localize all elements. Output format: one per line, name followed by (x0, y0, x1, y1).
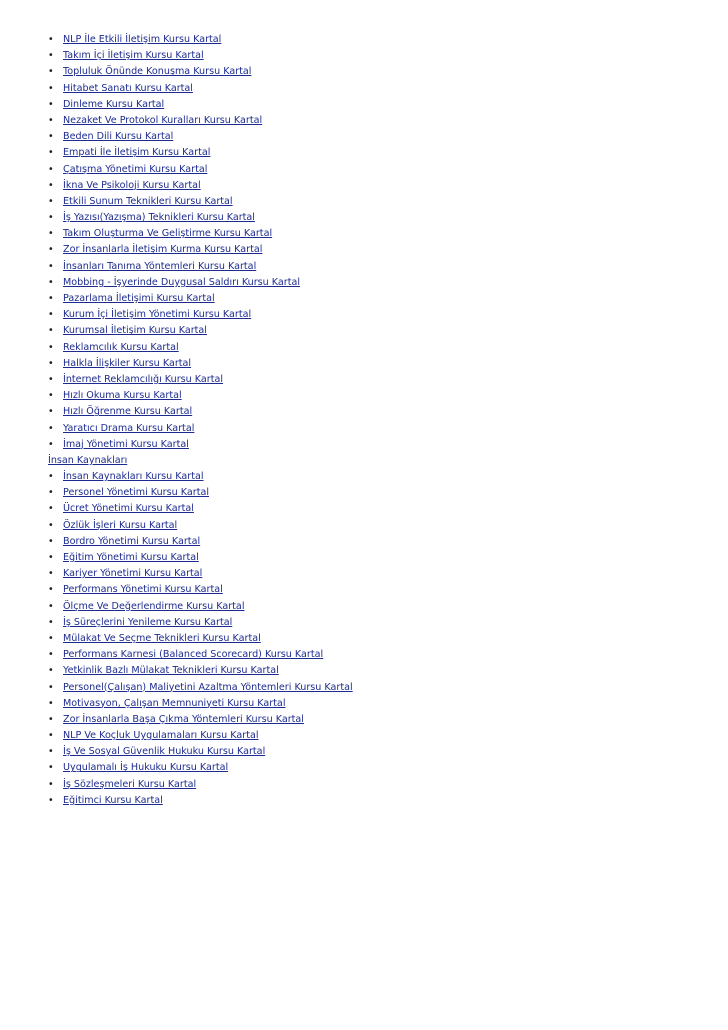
bullet-icon: • (48, 114, 54, 126)
course-link[interactable]: Takım Oluşturma Ve Geliştirme Kursu Kartal (63, 228, 273, 240)
section-heading-link[interactable]: İnsan Kaynakları (48, 454, 128, 466)
course-link[interactable]: Pazarlama İletişimi Kursu Kartal (63, 293, 215, 304)
list-item (48, 226, 688, 242)
course-link[interactable]: Özlük İşleri Kursu Kartal (63, 519, 178, 531)
bullet-icon: • (48, 665, 54, 677)
bullet-icon: • (48, 309, 54, 321)
list-item (48, 162, 688, 178)
course-link[interactable]: Personel(Çalışan) Maliyetini Azaltma Yöntemleri Kursu Kartal (63, 681, 353, 693)
course-link[interactable]: İş Süreçlerini Yenileme Kursu Kartal (63, 616, 233, 628)
list-item (48, 145, 688, 161)
list-item (48, 599, 688, 615)
course-link[interactable]: Beden Dili Kursu Kartal (63, 131, 174, 143)
course-link[interactable]: Uygulamalı İş Hukuku Kursu Kartal (63, 762, 229, 774)
bullet-icon: • (48, 50, 54, 62)
bullet-icon: • (48, 794, 54, 806)
bullet-icon: • (48, 147, 54, 159)
course-link[interactable]: Kurum İçi İletişim Yönetimi Kursu Kartal (63, 309, 252, 321)
list-item (48, 194, 688, 210)
list-item (48, 64, 688, 80)
bullet-icon: • (48, 131, 54, 143)
bullet-icon: • (48, 713, 54, 725)
bullet-icon: • (48, 373, 54, 385)
list-item (48, 712, 688, 728)
bullet-icon: • (48, 228, 54, 240)
bullet-icon: • (48, 34, 54, 45)
course-link[interactable]: Dinleme Kursu Kartal (63, 98, 165, 110)
list-item (48, 744, 688, 760)
course-link[interactable]: Personel Yönetimi Kursu Kartal (63, 487, 209, 499)
bullet-icon: • (48, 341, 54, 353)
course-link[interactable]: Empati İle İletişim Kursu Kartal (63, 147, 211, 159)
bullet-icon: • (48, 584, 54, 596)
list-item (48, 501, 688, 517)
hr-course-list (48, 469, 688, 809)
bullet-icon: • (48, 762, 54, 774)
course-link[interactable]: Zor İnsanlarla İletişim Kurma Kursu Kartal (63, 244, 263, 256)
course-link[interactable]: Yetkinlik Bazlı Mülakat Teknikleri Kursu Kartal (63, 665, 279, 677)
list-item (48, 356, 688, 372)
list-item (48, 793, 688, 809)
bullet-icon: • (48, 616, 54, 628)
list-item (48, 372, 688, 388)
list-item (48, 437, 688, 453)
course-link[interactable]: Mobbing - İşyerinde Duygusal Saldırı Kursu Kartal (63, 276, 301, 288)
bullet-icon: • (48, 66, 54, 78)
course-link[interactable]: İnternet Reklamcılığı Kursu Kartal (63, 373, 224, 385)
page-content (48, 32, 688, 809)
list-item (48, 210, 688, 226)
list-item (48, 421, 688, 437)
course-link[interactable]: İş Sözleşmeleri Kursu Kartal (63, 778, 197, 790)
course-link[interactable]: Performans Yönetimi Kursu Kartal (63, 584, 223, 596)
bullet-icon: • (48, 163, 54, 175)
list-item (48, 178, 688, 194)
list-item (48, 97, 688, 113)
course-link[interactable]: Ölçme Ve Değerlendirme Kursu Kartal (63, 600, 245, 612)
bullet-icon: • (48, 212, 54, 224)
list-item (48, 631, 688, 647)
bullet-icon: • (48, 632, 54, 644)
list-item (48, 32, 688, 48)
bullet-icon: • (48, 260, 54, 272)
bullet-icon: • (48, 98, 54, 110)
communication-course-list (48, 32, 688, 453)
bullet-icon: • (48, 438, 54, 450)
course-link[interactable]: Çatışma Yönetimi Kursu Kartal (63, 163, 208, 175)
course-link[interactable]: Ücret Yönetimi Kursu Kartal (63, 503, 194, 515)
bullet-icon: • (48, 325, 54, 337)
bullet-icon: • (48, 681, 54, 693)
course-link[interactable]: Zor İnsanlarla Başa Çıkma Yöntemleri Kursu Kartal (63, 713, 304, 725)
course-link[interactable]: Takım İçi İletişim Kursu Kartal (63, 50, 204, 62)
list-item (48, 518, 688, 534)
bullet-icon: • (48, 179, 54, 191)
course-link[interactable]: Eğitimci Kursu Kartal (63, 794, 163, 806)
bullet-icon: • (48, 390, 54, 402)
course-link[interactable]: Topluluk Önünde Konuşma Kursu Kartal (63, 66, 252, 78)
list-item (48, 485, 688, 501)
list-item (48, 307, 688, 323)
bullet-icon: • (48, 82, 54, 94)
course-link[interactable]: Nezaket Ve Protokol Kuralları Kursu Kartal (63, 114, 263, 126)
bullet-icon: • (48, 293, 54, 304)
bullet-icon: • (48, 276, 54, 288)
bullet-icon: • (48, 244, 54, 256)
course-link[interactable]: Hitabet Sanatı Kursu Kartal (63, 82, 193, 94)
list-item (48, 680, 688, 696)
bullet-icon: • (48, 535, 54, 547)
list-item (48, 388, 688, 404)
list-item (48, 275, 688, 291)
bullet-icon: • (48, 357, 54, 369)
bullet-icon: • (48, 568, 54, 580)
course-link[interactable]: NLP İle Etkili İletişim Kursu Kartal (63, 34, 222, 45)
list-item (48, 291, 688, 307)
bullet-icon: • (48, 487, 54, 499)
bullet-icon: • (48, 471, 54, 483)
list-item (48, 582, 688, 598)
list-item (48, 48, 688, 64)
bullet-icon: • (48, 422, 54, 434)
course-link[interactable]: Etkili Sunum Teknikleri Kursu Kartal (63, 195, 233, 207)
course-link[interactable]: İnsanları Tanıma Yöntemleri Kursu Kartal (63, 260, 257, 272)
course-link[interactable]: İmaj Yönetimi Kursu Kartal (63, 438, 189, 450)
list-item (48, 469, 688, 485)
list-item (48, 566, 688, 582)
list-item (48, 696, 688, 712)
course-link[interactable]: Performans Karnesi (Balanced Scorecard) Kursu Kartal (63, 649, 324, 661)
list-item (48, 404, 688, 420)
list-item (48, 259, 688, 275)
bullet-icon: • (48, 778, 54, 790)
list-item (48, 113, 688, 129)
list-item (48, 129, 688, 145)
course-link[interactable]: NLP Ve Koçluk Uygulamaları Kursu Kartal (63, 730, 259, 742)
course-link[interactable]: Reklamcılık Kursu Kartal (63, 341, 179, 353)
list-item (48, 647, 688, 663)
list-item (48, 760, 688, 776)
course-link[interactable]: Eğitim Yönetimi Kursu Kartal (63, 552, 199, 563)
course-link[interactable]: Yaratıcı Drama Kursu Kartal (63, 422, 195, 434)
course-link[interactable]: Hızlı Okuma Kursu Kartal (63, 390, 182, 402)
bullet-icon: • (48, 649, 54, 661)
course-link[interactable]: İnsan Kaynakları Kursu Kartal (63, 471, 204, 483)
course-link[interactable]: Kariyer Yönetimi Kursu Kartal (63, 568, 203, 580)
bullet-icon: • (48, 195, 54, 207)
list-item (48, 728, 688, 744)
list-item (48, 663, 688, 679)
list-item (48, 550, 688, 566)
course-link[interactable]: İş Yazısı(Yazışma) Teknikleri Kursu Kartal (63, 212, 255, 224)
bullet-icon: • (48, 519, 54, 531)
course-link[interactable]: İkna Ve Psikoloji Kursu Kartal (63, 179, 201, 191)
list-item (48, 323, 688, 339)
list-item (48, 777, 688, 793)
list-item (48, 340, 688, 356)
list-item (48, 534, 688, 550)
course-link[interactable]: Kurumsal İletişim Kursu Kartal (63, 325, 207, 337)
course-link[interactable]: Motivasyon, Çalışan Memnuniyeti Kursu Kartal (63, 697, 286, 709)
bullet-icon: • (48, 552, 54, 563)
list-item (48, 81, 688, 97)
bullet-icon: • (48, 697, 54, 709)
course-link[interactable]: Hızlı Öğrenme Kursu Kartal (63, 406, 193, 418)
course-link[interactable]: İş Ve Sosyal Güvenlik Hukuku Kursu Kartal (63, 746, 266, 758)
bullet-icon: • (48, 503, 54, 515)
bullet-icon: • (48, 406, 54, 418)
course-link[interactable]: Halkla İlişkiler Kursu Kartal (63, 357, 192, 369)
course-link[interactable]: Mülakat Ve Seçme Teknikleri Kursu Kartal (63, 632, 261, 644)
bullet-icon: • (48, 730, 54, 742)
bullet-icon: • (48, 746, 54, 758)
list-item (48, 242, 688, 258)
list-item (48, 615, 688, 631)
bullet-icon: • (48, 600, 54, 612)
course-link[interactable]: Bordro Yönetimi Kursu Kartal (63, 535, 201, 547)
